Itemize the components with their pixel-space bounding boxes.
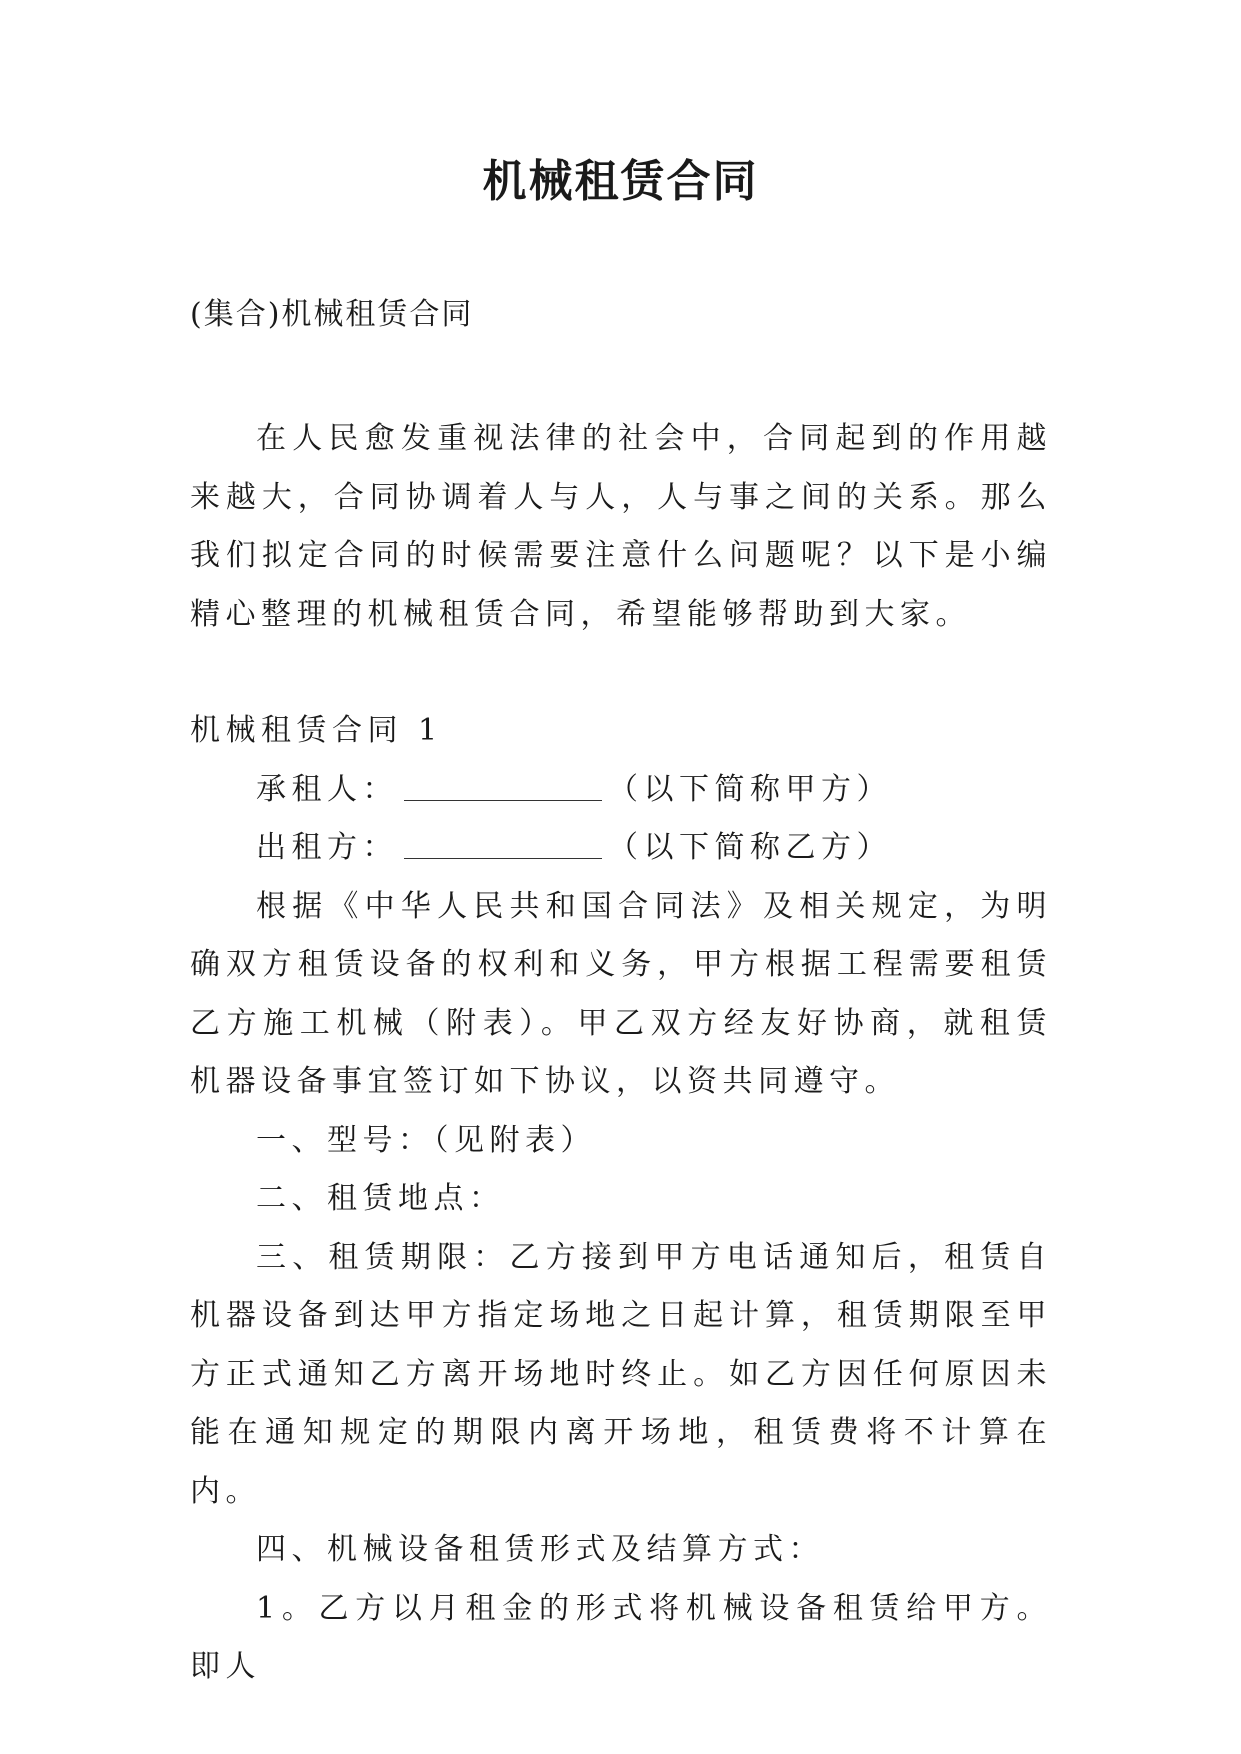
clause-3: 三、租赁期限：乙方接到甲方电话通知后，租赁自机器设备到达甲方指定场地之日起计算，租赁期限至甲方正式通知乙方离开场地时终止。如乙方因任何原因未能在通知规定的期限内离开场地，租赁费将不计算在内。 [190, 1239, 1052, 1509]
party-a-suffix: （以下简称甲方） [608, 771, 892, 807]
intro-paragraph: 在人民愈发重视法律的社会中，合同起到的作用越来越大，合同协调着人与人，人与事之间的关系。那么我们拟定合同的时候需要注意什么问题呢？以下是小编精心整理的机械租赁合同，希望能够帮助到大家。 [190, 421, 1052, 632]
party-b-label: 出租方： [256, 830, 398, 865]
document-title: 机械租赁合同 [482, 156, 759, 207]
party-a-label: 承租人： [256, 771, 398, 807]
document-body [190, 410, 1052, 1697]
party-b-blank [404, 828, 602, 859]
clause-4: 四、机械设备租赁形式及结算方式： [256, 1532, 824, 1567]
clause-4-1: 1。乙方以月租金的形式将机械设备租赁给甲方。即人 [190, 1590, 1052, 1684]
party-a-line [190, 761, 1052, 820]
preamble-paragraph: 根据《中华人民共和国合同法》及相关规定，为明确双方租赁设备的权利和义务，甲方根据工程需要租赁乙方施工机械（附表）。甲乙双方经友好协商，就租赁机器设备事宜签订如下协议，以资共同遵守。 [190, 888, 1052, 1099]
section-heading: 机械租赁合同 1 [190, 713, 443, 748]
clause-2: 二、租赁地点： [256, 1181, 505, 1216]
clause-1: 一、型号：（见附表） [256, 1122, 596, 1158]
document-subtitle: (集合)机械租赁合同 [190, 297, 474, 332]
party-a-blank [404, 770, 602, 801]
party-b-suffix: （以下简称乙方） [608, 830, 892, 865]
party-b-line [190, 819, 1052, 878]
